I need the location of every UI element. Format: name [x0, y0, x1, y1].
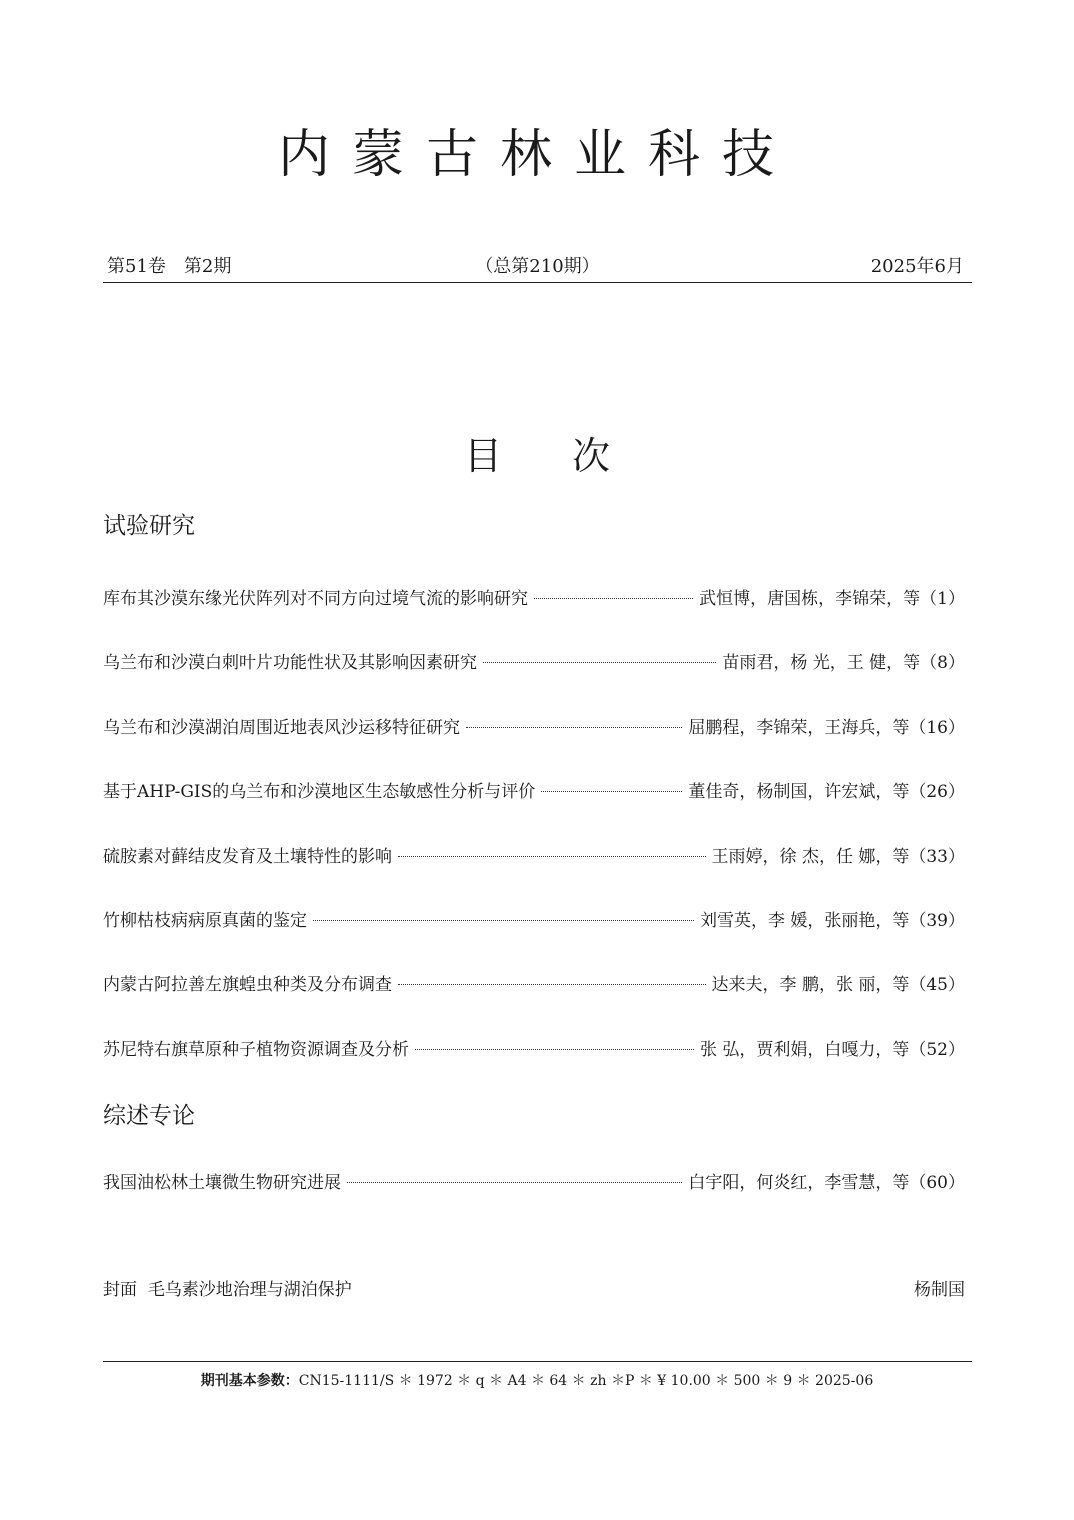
dot-leader: [347, 1182, 682, 1183]
toc-entry[interactable]: [103, 778, 965, 806]
journal-title: 内蒙古林业科技: [277, 125, 796, 185]
entry-authors: 屈鹏程，李锦荣，王海兵，等: [688, 718, 910, 738]
journal-parameters: [0, 1370, 1074, 1392]
entry-page: （52）: [909, 1040, 965, 1060]
entry-title: 我国油松林土壤微生物研究进展: [103, 1173, 341, 1193]
toc-entry[interactable]: [103, 1036, 965, 1064]
entry-authors: 武恒博，唐国栋，李锦荣，等: [699, 589, 921, 609]
cover-label: 封面: [103, 1280, 137, 1300]
entry-page: （8）: [920, 653, 965, 673]
entry-page: （45）: [909, 975, 965, 995]
entry-title: 库布其沙漠东缘光伏阵列对不同方向过境气流的影响研究: [103, 589, 528, 609]
toc-entry[interactable]: [103, 843, 965, 871]
issue-date: 2025年6月: [870, 256, 964, 277]
dot-leader: [313, 920, 694, 921]
dot-leader: [415, 1049, 694, 1050]
total-issue: （总第210期）: [475, 256, 600, 277]
dot-leader: [466, 727, 682, 728]
section-heading-review: 综述专论: [103, 1103, 195, 1129]
dot-leader: [398, 984, 706, 985]
issue-info-bar: [103, 254, 972, 283]
entry-page: （33）: [909, 847, 965, 867]
entry-authors: 苗雨君，杨 光，王 健，等: [722, 653, 921, 673]
entry-title: 苏尼特右旗草原种子植物资源调查及分析: [103, 1040, 409, 1060]
toc-entry[interactable]: [103, 649, 965, 677]
section-heading-experimental: 试验研究: [103, 513, 195, 539]
entry-authors: 达来夫，李 鹏，张 丽，等: [711, 975, 910, 995]
dot-leader: [534, 598, 693, 599]
entry-authors: 董佳奇，杨制国，许宏斌，等: [688, 782, 910, 802]
entry-title: 乌兰布和沙漠白刺叶片功能性状及其影响因素研究: [103, 653, 477, 673]
volume-number: 第51卷 第2期: [107, 256, 232, 277]
dot-leader: [541, 791, 682, 792]
entry-authors: 张 弘，贾利娟，白嘎力，等: [699, 1040, 910, 1060]
entry-authors: 王雨婷，徐 杰，任 娜，等: [711, 847, 910, 867]
toc-title: 目次: [463, 434, 680, 478]
cover-caption: [103, 1276, 352, 1304]
toc-entry[interactable]: [103, 714, 965, 742]
entry-page: （60）: [909, 1173, 965, 1193]
params-label: 期刊基本参数：: [200, 1373, 299, 1389]
entry-title: 乌兰布和沙漠湖泊周围近地表风沙运移特征研究: [103, 718, 460, 738]
toc-entry[interactable]: [103, 907, 965, 935]
entry-page: （16）: [909, 718, 965, 738]
toc-entry[interactable]: [103, 971, 965, 999]
params-value: CN15-1111/S ＊ 1972 ＊ q ＊ A4 ＊ 64 ＊ zh ＊P ＊ ¥ 10.00 ＊ 500 ＊ 9 ＊ 2025-06: [298, 1373, 874, 1389]
entry-page: （1）: [920, 589, 965, 609]
entry-title: 内蒙古阿拉善左旗蝗虫种类及分布调查: [103, 975, 392, 995]
toc-entry[interactable]: [103, 585, 965, 613]
cover-title: 毛乌素沙地治理与湖泊保护: [147, 1280, 352, 1300]
cover-author: 杨制国: [914, 1280, 965, 1300]
entry-title: 基于AHP-GIS的乌兰布和沙漠地区生态敏感性分析与评价: [103, 782, 536, 802]
cover-credit: [103, 1276, 965, 1304]
entry-authors: 白宇阳，何炎红，李雪慧，等: [688, 1173, 910, 1193]
toc-entry[interactable]: [103, 1169, 965, 1197]
entry-authors: 刘雪英，李 媛，张丽艳，等: [699, 911, 910, 931]
dot-leader: [398, 856, 706, 857]
entry-title: 竹柳枯枝病病原真菌的鉴定: [103, 911, 307, 931]
dot-leader: [483, 662, 716, 663]
bottom-divider: [103, 1361, 972, 1362]
entry-title: 硫胺素对藓结皮发育及土壤特性的影响: [103, 847, 392, 867]
entry-page: （26）: [909, 782, 965, 802]
entry-page: （39）: [909, 911, 965, 931]
